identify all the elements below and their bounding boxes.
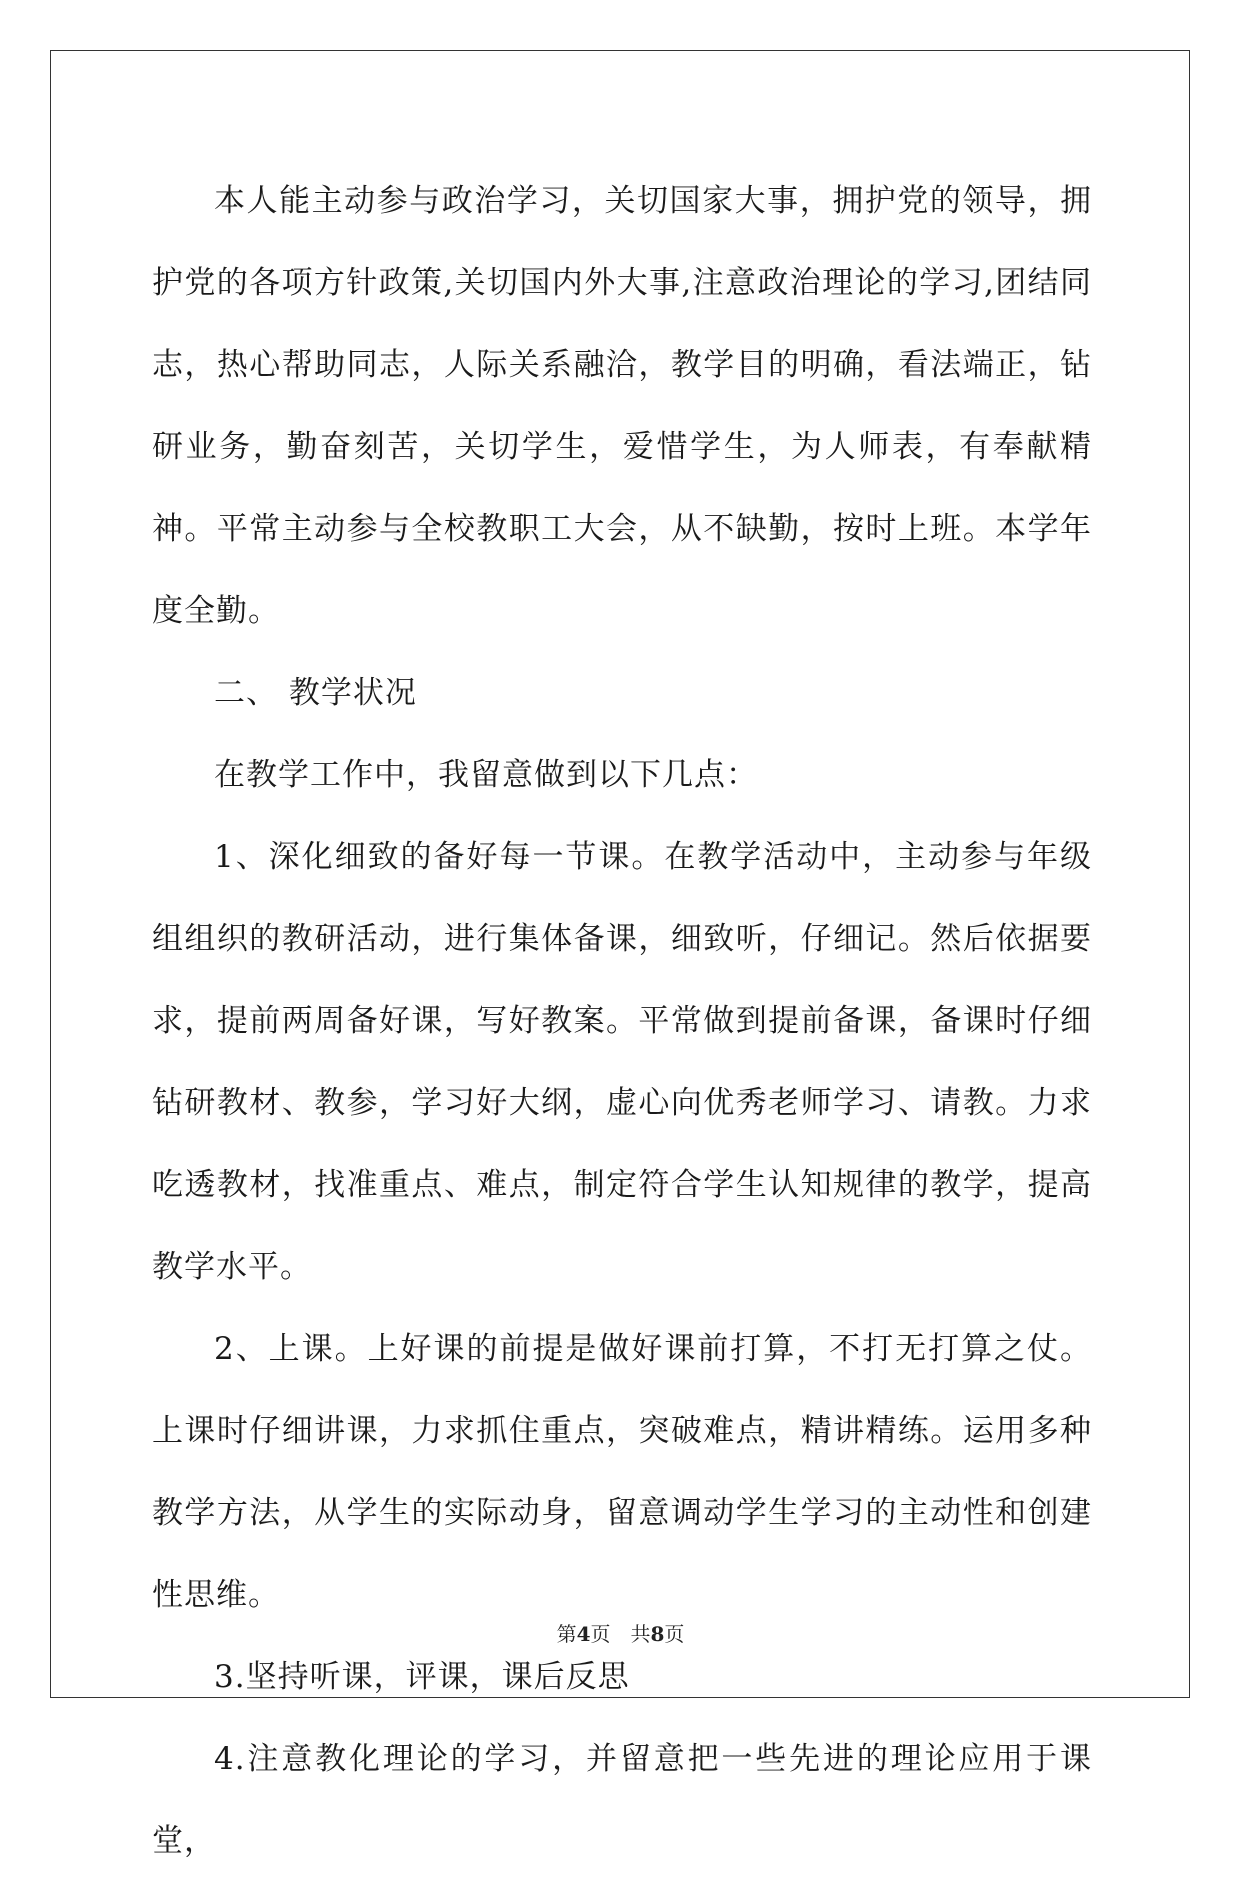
footer-middle: 页 共 [590,1622,651,1646]
paragraph-teaching-intro: 在教学工作中，我留意做到以下几点： [214,757,758,793]
paragraph-observation: 3.坚持听课，评课，课后反思 [214,1659,630,1695]
footer-suffix: 页 [664,1622,685,1646]
section-heading-teaching: 二、 教学状况 [214,675,417,711]
page-footer [0,1618,1241,1647]
current-page-number: 4 [576,1622,591,1646]
paragraph-theory: 4.注意教化理论的学习，并留意把一些先进的理论应用于课堂， [152,1741,1092,1859]
paragraph-classes: 2、上课。上好课的前提是做好课前打算，不打无打算之仗。上课时仔细讲课，力求抓住重点，突破难点，精讲精练。运用多种教学方法，从学生的实际动身，留意调动学生学习的主动性和创建性思维。 [152,1331,1092,1613]
total-pages-number: 8 [650,1622,665,1646]
paragraph-political-study: 本人能主动参与政治学习，关切国家大事，拥护党的领导，拥护党的各项方针政策,关切国内外大事,注意政治理论的学习,团结同志，热心帮助同志，人际关系融洽，教学目的明确，看法端正，钻研业务，勤奋刻苦，关切学生，爱惜学生，为人师表，有奉献精神。平常主动参与全校教职工大会，从不缺勤，按时上班。本学年度全勤。 [152,183,1092,629]
paragraph-lesson-prep: 1、深化细致的备好每一节课。在教学活动中，主动参与年级组组织的教研活动，进行集体备课，细致听，仔细记。然后依据要求，提前两周备好课，写好教案。平常做到提前备课，备课时仔细钻研教材、教参，学习好大纲，虚心向优秀老师学习、请教。力求吃透教材，找准重点、难点，制定符合学生认知规律的教学，提高教学水平。 [152,839,1092,1285]
footer-prefix: 第 [556,1622,577,1646]
